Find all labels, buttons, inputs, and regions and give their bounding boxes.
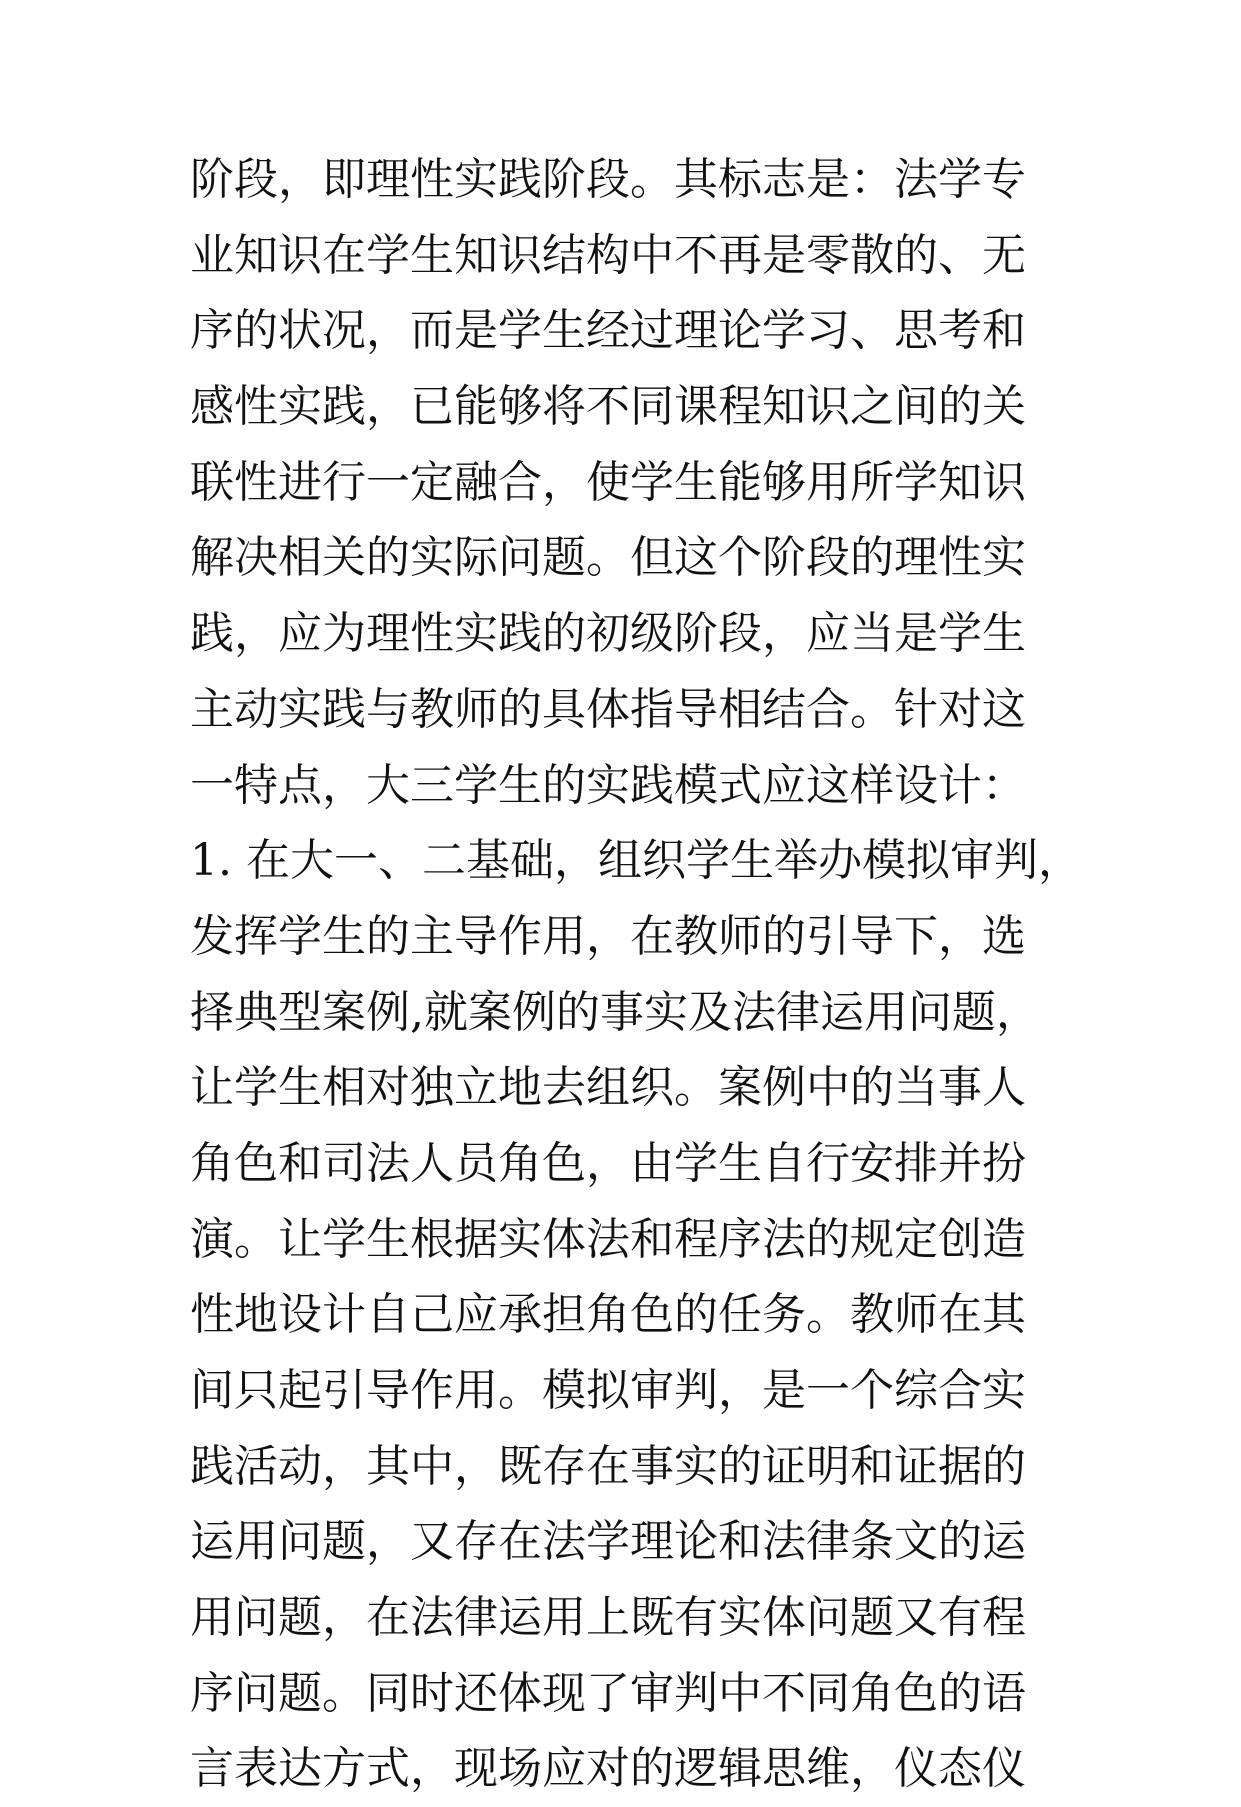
text-line: 感性实践，已能够将不同课程知识之间的关 [190, 381, 1026, 433]
text-line: 运用问题，又存在法学理论和法律条文的运 [190, 1516, 1026, 1568]
text-line: 解决相关的实际问题。但这个阶段的理性实 [190, 532, 1026, 584]
text-line: 践活动，其中，既存在事实的证明和证据的 [190, 1440, 1026, 1492]
text-line: 阶段，即理性实践阶段。其标志是：法学专 [190, 154, 1026, 205]
text-line: 性地设计自己应承担角色的任务。教师在其 [190, 1289, 1026, 1341]
text-line: 序的状况，而是学生经过理论学习、思考和 [190, 305, 1026, 357]
text-line: 演。让学生根据实体法和程序法的规定创造 [190, 1213, 1026, 1265]
body-text [190, 142, 1082, 1807]
text-line: 序问题。同时还体现了审判中不同角色的语 [190, 1667, 1026, 1719]
text-line: 业知识在学生知识结构中不再是零散的、无 [190, 229, 1026, 281]
text-line: 用问题，在法律运用上既有实体问题又有程 [190, 1592, 1026, 1644]
text-line: 发挥学生的主导作用，在教师的引导下，选 [190, 910, 1026, 962]
text-line: 让学生相对独立地去组织。案例中的当事人 [190, 1062, 1026, 1114]
text-line: 择典型案例,就案例的事实及法律运用问题， [190, 986, 1040, 1038]
text-line: 角色和司法人员角色，由学生自行安排并扮 [190, 1137, 1026, 1189]
text-line: 1. 在大一、二基础，组织学生举办模拟审判， [190, 835, 1082, 887]
text-line: 一特点，大三学生的实践模式应这样设计： [190, 759, 1026, 811]
text-line: 践，应为理性实践的初级阶段，应当是学生 [190, 608, 1026, 660]
text-line: 联性进行一定融合，使学生能够用所学知识 [190, 456, 1026, 508]
text-line: 间只起引导作用。模拟审判，是一个综合实 [190, 1365, 1026, 1416]
text-line: 主动实践与教师的具体指导相结合。针对这 [190, 683, 1026, 735]
text-line: 言表达方式，现场应对的逻辑思维，仪态仪 [190, 1743, 1026, 1795]
